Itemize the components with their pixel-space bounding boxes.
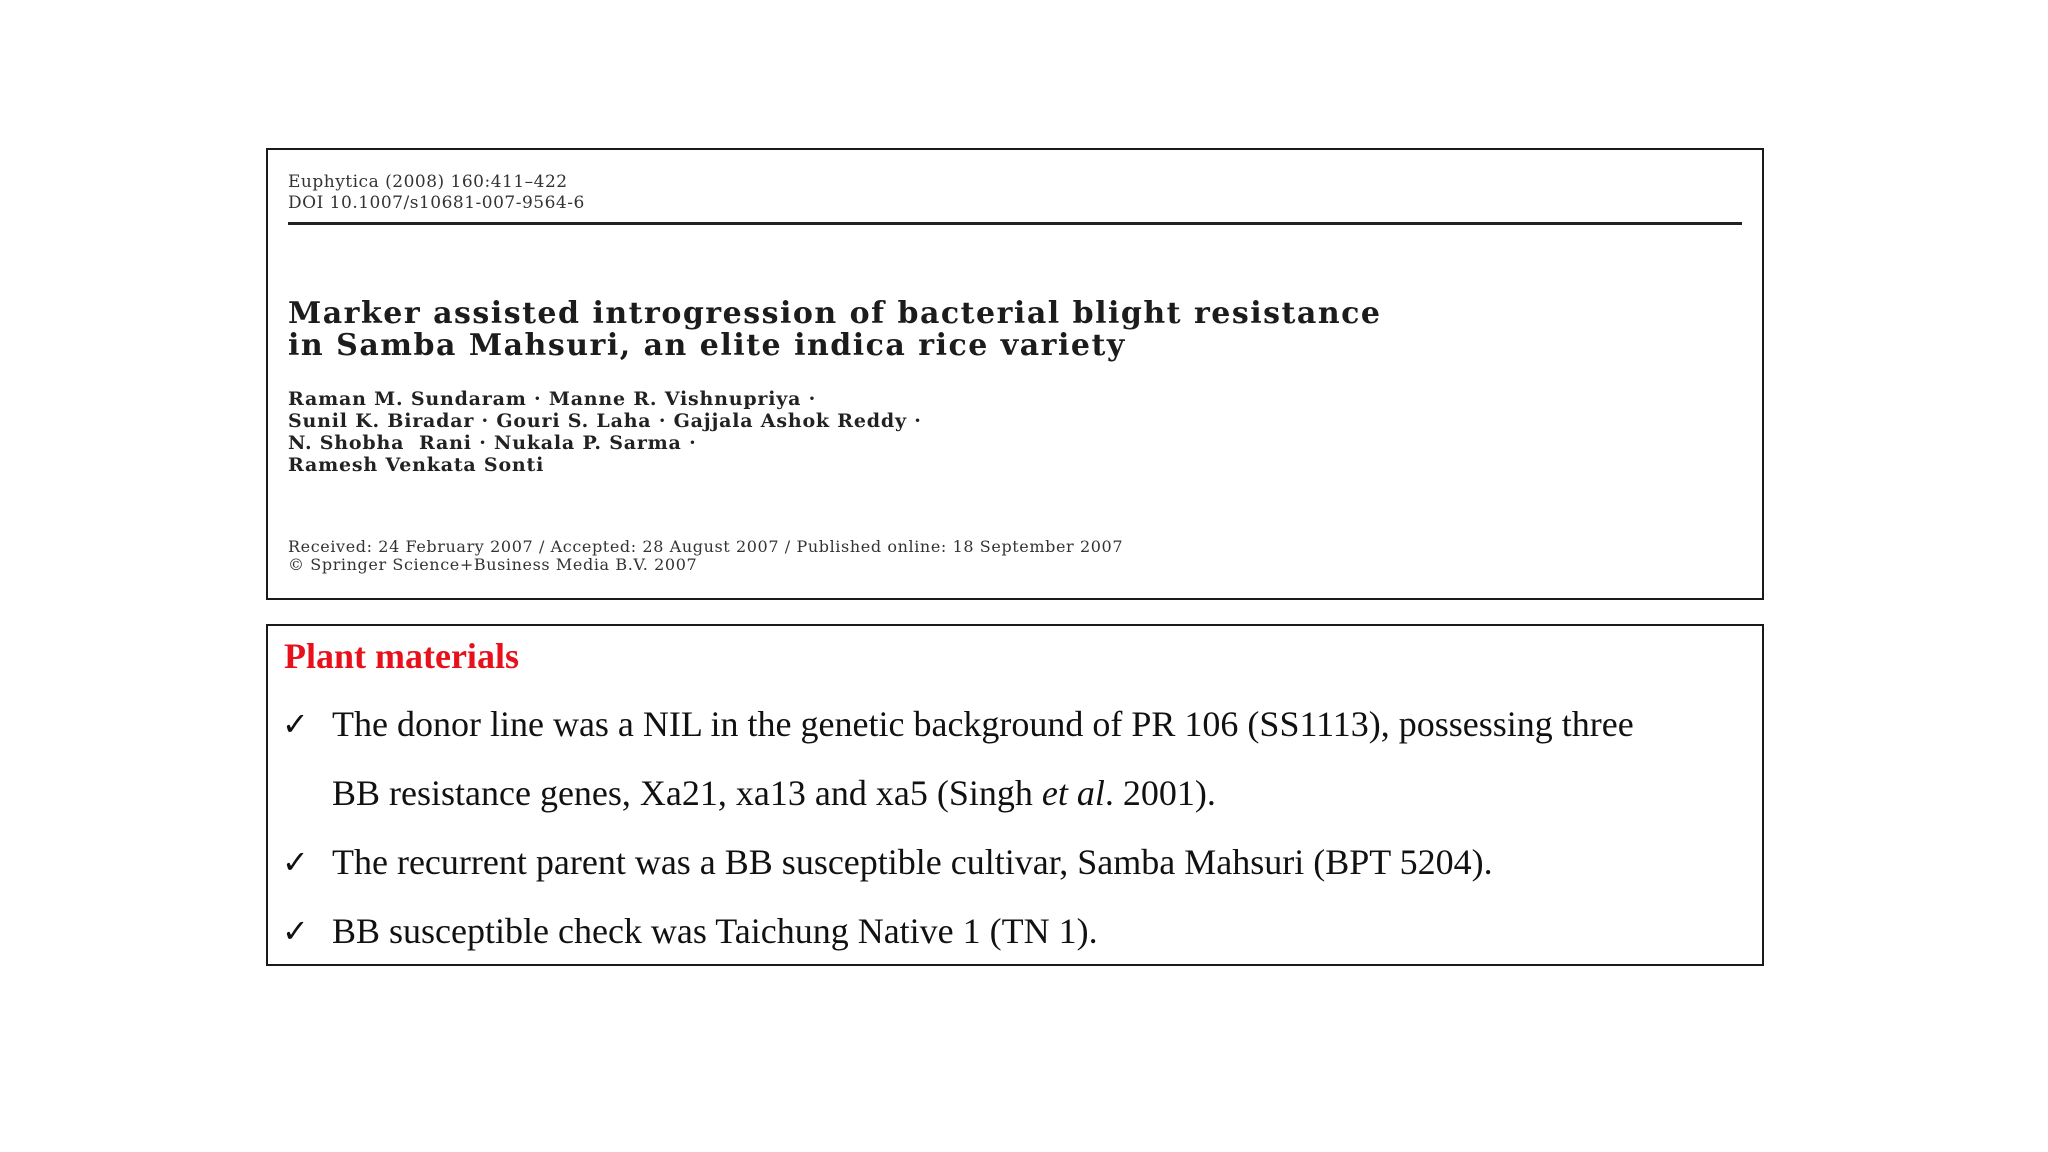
copyright-line: © Springer Science+Business Media B.V. 2007: [288, 555, 698, 574]
bullet-text-line-1: The donor line was a NIL in the genetic background of PR 106 (SS1113), possessing three: [332, 704, 1634, 744]
bullet-text-after: . 2001).: [1104, 773, 1216, 813]
journal-citation: [288, 172, 585, 214]
bullet-text-line-2: [332, 759, 1742, 828]
bullet-list: [282, 690, 1742, 966]
plant-materials-box: [266, 624, 1764, 966]
journal-line: Euphytica (2008) 160:411–422: [288, 172, 568, 192]
author-line: Sunil K. Biradar · Gouri S. Laha · Gajjala Ashok Reddy ·: [288, 410, 922, 432]
header-rule: [288, 222, 1742, 225]
paper-header-image: [266, 148, 1764, 600]
author-line: Ramesh Venkata Sonti: [288, 454, 545, 476]
doi-line: DOI 10.1007/s10681-007-9564-6: [288, 193, 585, 213]
bullet-text-italic: et al: [1041, 773, 1105, 813]
author-line: N. Shobha Rani · Nukala P. Sarma ·: [288, 432, 697, 454]
checkmark-icon: ✓: [282, 843, 309, 881]
checkmark-icon: ✓: [282, 705, 309, 743]
checkmark-icon: ✓: [282, 912, 309, 950]
section-heading: Plant materials: [284, 636, 519, 676]
bullet-item-donor-line: [282, 690, 1742, 828]
bullet-text: BB susceptible check was Taichung Native 1 (TN 1).: [332, 911, 1098, 951]
publication-dates: [288, 538, 1123, 574]
dates-line: Received: 24 February 2007 / Accepted: 28 August 2007 / Published online: 18 September 2007: [288, 537, 1124, 556]
paper-title-line-2: in Samba Mahsuri, an elite indica rice variety: [288, 328, 1126, 363]
bullet-item-susceptible-check: [282, 897, 1742, 966]
paper-title-line-1: Marker assisted introgression of bacterial blight resistance: [288, 296, 1382, 331]
bullet-text-before: BB resistance genes, Xa21, xa13 and xa5 (Singh: [332, 773, 1042, 813]
paper-title: [288, 298, 1382, 362]
author-line: Raman M. Sundaram · Manne R. Vishnupriya ·: [288, 388, 817, 410]
bullet-text: The recurrent parent was a BB susceptible cultivar, Samba Mahsuri (BPT 5204).: [332, 842, 1493, 882]
bullet-item-recurrent-parent: [282, 828, 1742, 897]
paper-authors: [288, 388, 922, 476]
